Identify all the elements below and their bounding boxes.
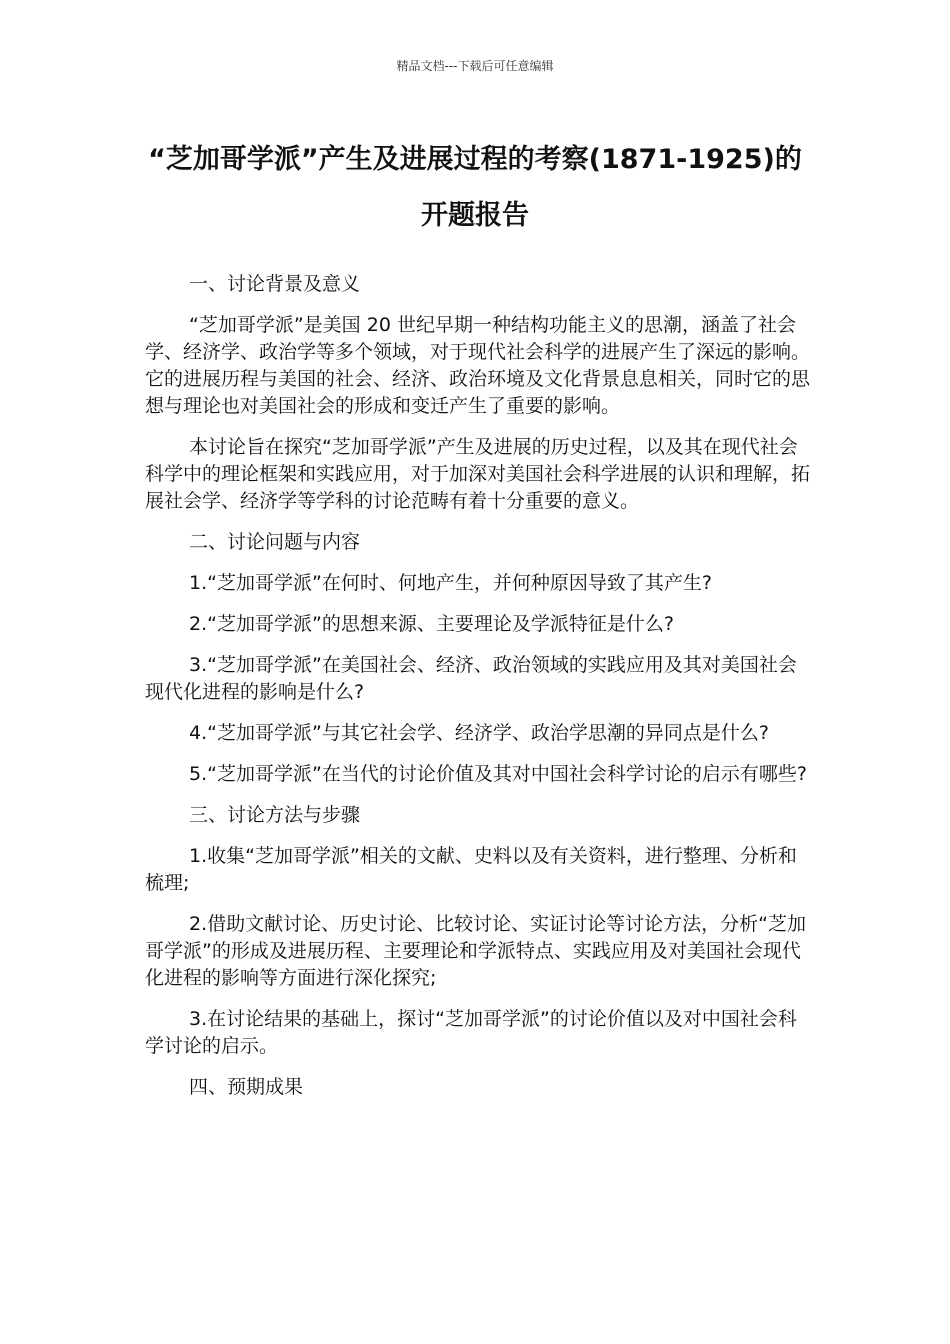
question-item-5: 5.“芝加哥学派”在当代的讨论价值及其对中国社会科学讨论的启示有哪些? bbox=[189, 763, 807, 785]
paragraph-background: “芝加哥学派”是美国 20 世纪早期一种结构功能主义的思潮，涵盖了社会学、经济学、政治学等多个领域，对于现代社会科学的进展产生了深远的影响。它的进展历程与美国的社会、经济、政治环境及文化背景息息相关，同时它的思想与理论也对美国社会的形成和变迁产生了重要的影响。 bbox=[145, 314, 811, 417]
section-heading-3: 三、讨论方法与步骤 bbox=[189, 804, 361, 826]
document-title bbox=[140, 132, 810, 244]
method-item-2: 2.借助文献讨论、历史讨论、比较讨论、实证讨论等讨论方法，分析“芝加哥学派”的形成及进展历程、主要理论和学派特点、实践应用及对美国社会现代化进程的影响等方面进行深化探究; bbox=[145, 913, 806, 989]
question-item-1: 1.“芝加哥学派”在何时、何地产生，并何种原因导致了其产生? bbox=[189, 572, 712, 594]
document-body bbox=[145, 271, 815, 1115]
title-line-1: “芝加哥学派”产生及进展过程的考察(1871-1925)的 bbox=[148, 144, 802, 175]
method-item-3: 3.在讨论结果的基础上，探讨“芝加哥学派”的讨论价值以及对中国社会科学讨论的启示。 bbox=[145, 1008, 797, 1057]
paragraph-significance: 本讨论旨在探究“芝加哥学派”产生及进展的历史过程，以及其在现代社会科学中的理论框架和实践应用，对于加深对美国社会科学进展的认识和理解，拓展社会学、经济学等学科的讨论范畴有着十分重要的意义。 bbox=[145, 436, 811, 512]
question-item-2: 2.“芝加哥学派”的思想来源、主要理论及学派特征是什么? bbox=[189, 613, 674, 635]
title-line-2: 开题报告 bbox=[421, 200, 529, 231]
section-heading-4: 四、预期成果 bbox=[189, 1076, 304, 1098]
header-note: 精品文档---下载后可任意编辑 bbox=[396, 59, 554, 73]
question-item-3: 3.“芝加哥学派”在美国社会、经济、政治领域的实践应用及其对美国社会现代化进程的影响是什么? bbox=[145, 654, 797, 703]
method-item-1: 1.收集“芝加哥学派”相关的文献、史料以及有关资料，进行整理、分析和梳理; bbox=[145, 845, 797, 894]
question-item-4: 4.“芝加哥学派”与其它社会学、经济学、政治学思潮的异同点是什么? bbox=[189, 722, 769, 744]
section-heading-2: 二、讨论问题与内容 bbox=[189, 531, 361, 553]
section-heading-1: 一、讨论背景及意义 bbox=[189, 273, 361, 295]
